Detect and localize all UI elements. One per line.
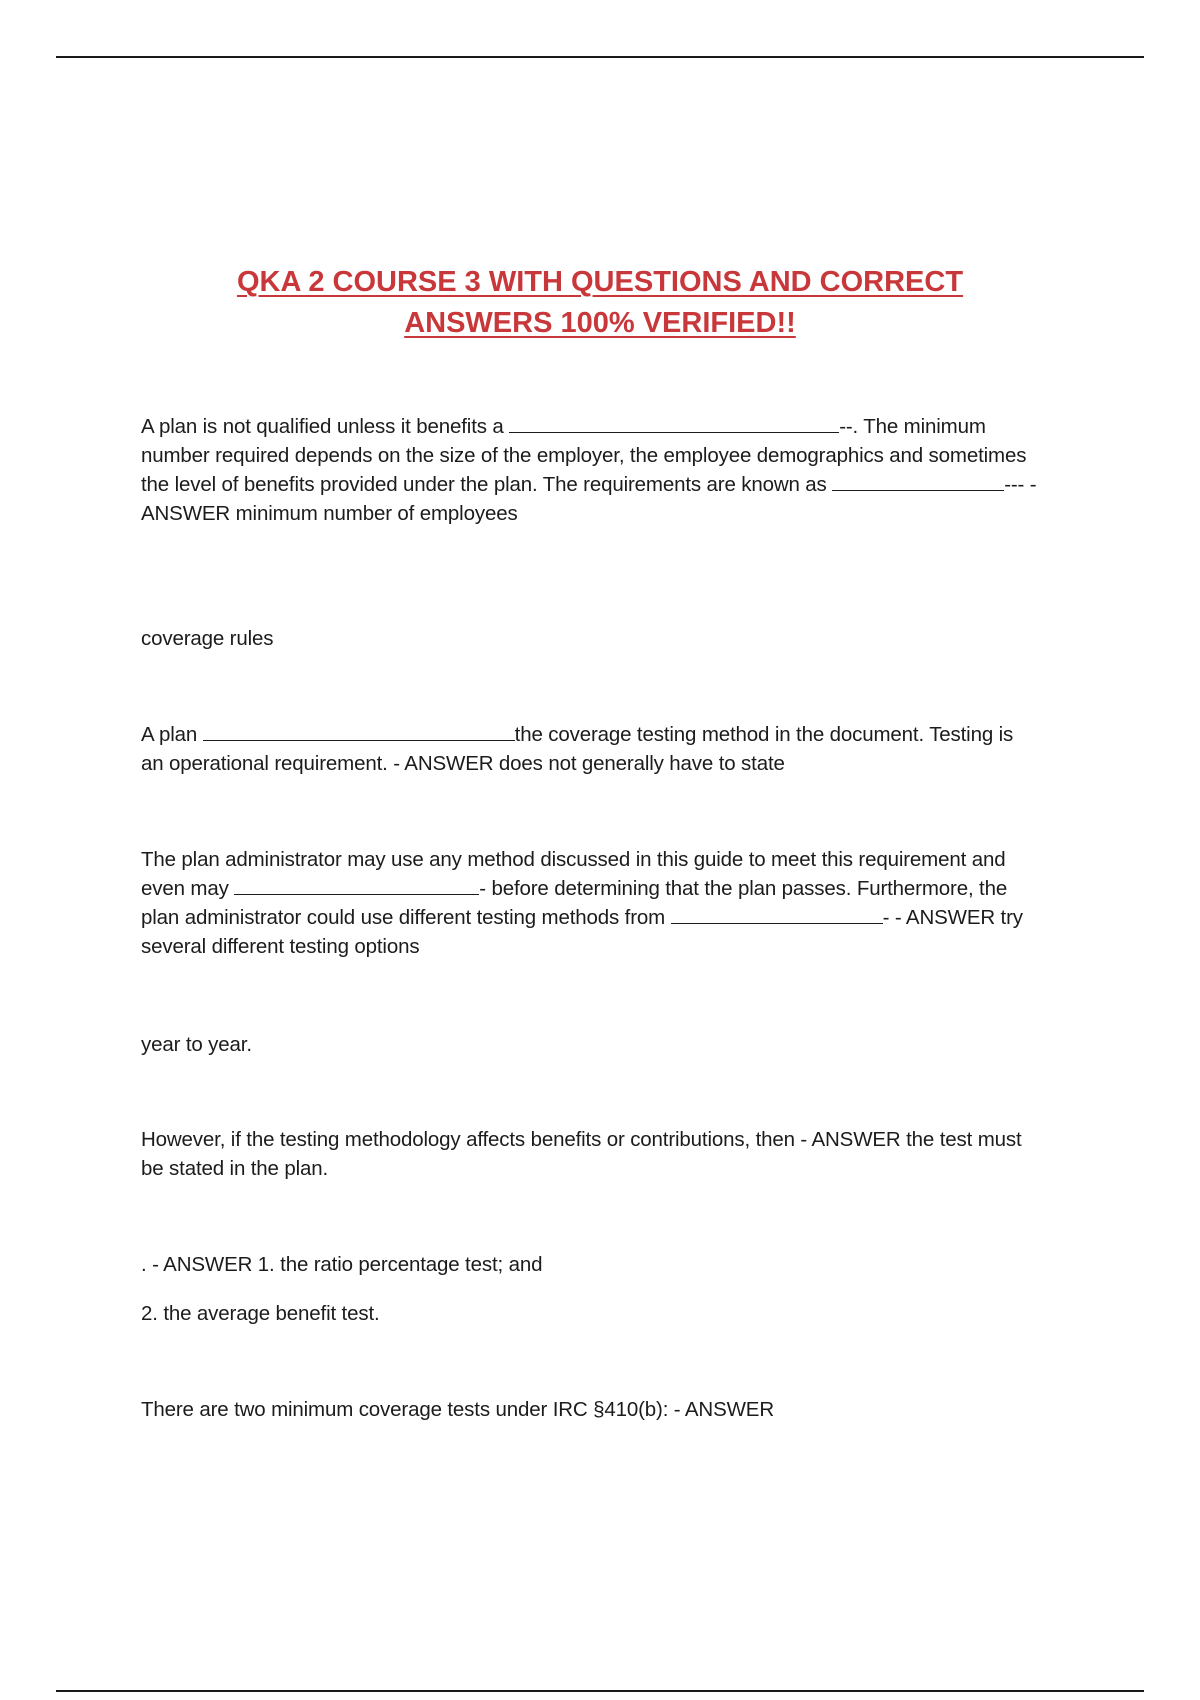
question-paragraph: However, if the testing methodology affects benefits or contributions, then - ANSWER the test must be stated in the plan. — [141, 1128, 1022, 1180]
top-rule — [56, 56, 1144, 58]
question-paragraph — [141, 845, 1041, 961]
question-text: A plan is not qualified unless it benefits a — [141, 415, 504, 438]
question-text: --. The minimum number required depends on the size of the employer, the employee demographics and sometimes the level of benefits provided under the plan. The requirements are known as — [141, 415, 1027, 496]
answer-blank — [203, 720, 515, 741]
answer-line: 2. the average benefit test. — [141, 1302, 380, 1325]
answer-text: --- - ANSWER minimum number of employees — [141, 473, 1037, 525]
question-text: - before determining that the plan passes. Furthermore, the plan administrator could use different testing methods from — [141, 877, 1008, 929]
answer-text: - - ANSWER try several different testing options — [141, 906, 1023, 958]
answer-text: the coverage testing method in the document. Testing is an operational requirement. - ANSWER does not generally have to state — [141, 723, 1014, 775]
answer-continuation: coverage rules — [141, 627, 274, 650]
question-paragraph: There are two minimum coverage tests under IRC §410(b): - ANSWER — [141, 1398, 774, 1421]
title-line-1: QKA 2 COURSE 3 WITH QUESTIONS AND CORRECT — [236, 266, 964, 298]
answer-blank — [234, 874, 479, 895]
question-text: A plan — [141, 723, 198, 746]
answer-blank — [832, 470, 1004, 491]
answer-blank — [509, 412, 839, 433]
answer-blank — [671, 903, 883, 924]
answer-continuation: year to year. — [141, 1033, 252, 1056]
question-paragraph — [141, 412, 1041, 528]
title-line-2: ANSWERS 100% VERIFIED!! — [404, 307, 796, 339]
document-title — [150, 262, 1050, 344]
question-paragraph — [141, 720, 1041, 778]
bottom-rule — [56, 1690, 1144, 1692]
question-text: The plan administrator may use any method discussed in this guide to meet this requirement and even may — [141, 848, 1006, 900]
answer-line: . - ANSWER 1. the ratio percentage test; and — [141, 1253, 543, 1276]
